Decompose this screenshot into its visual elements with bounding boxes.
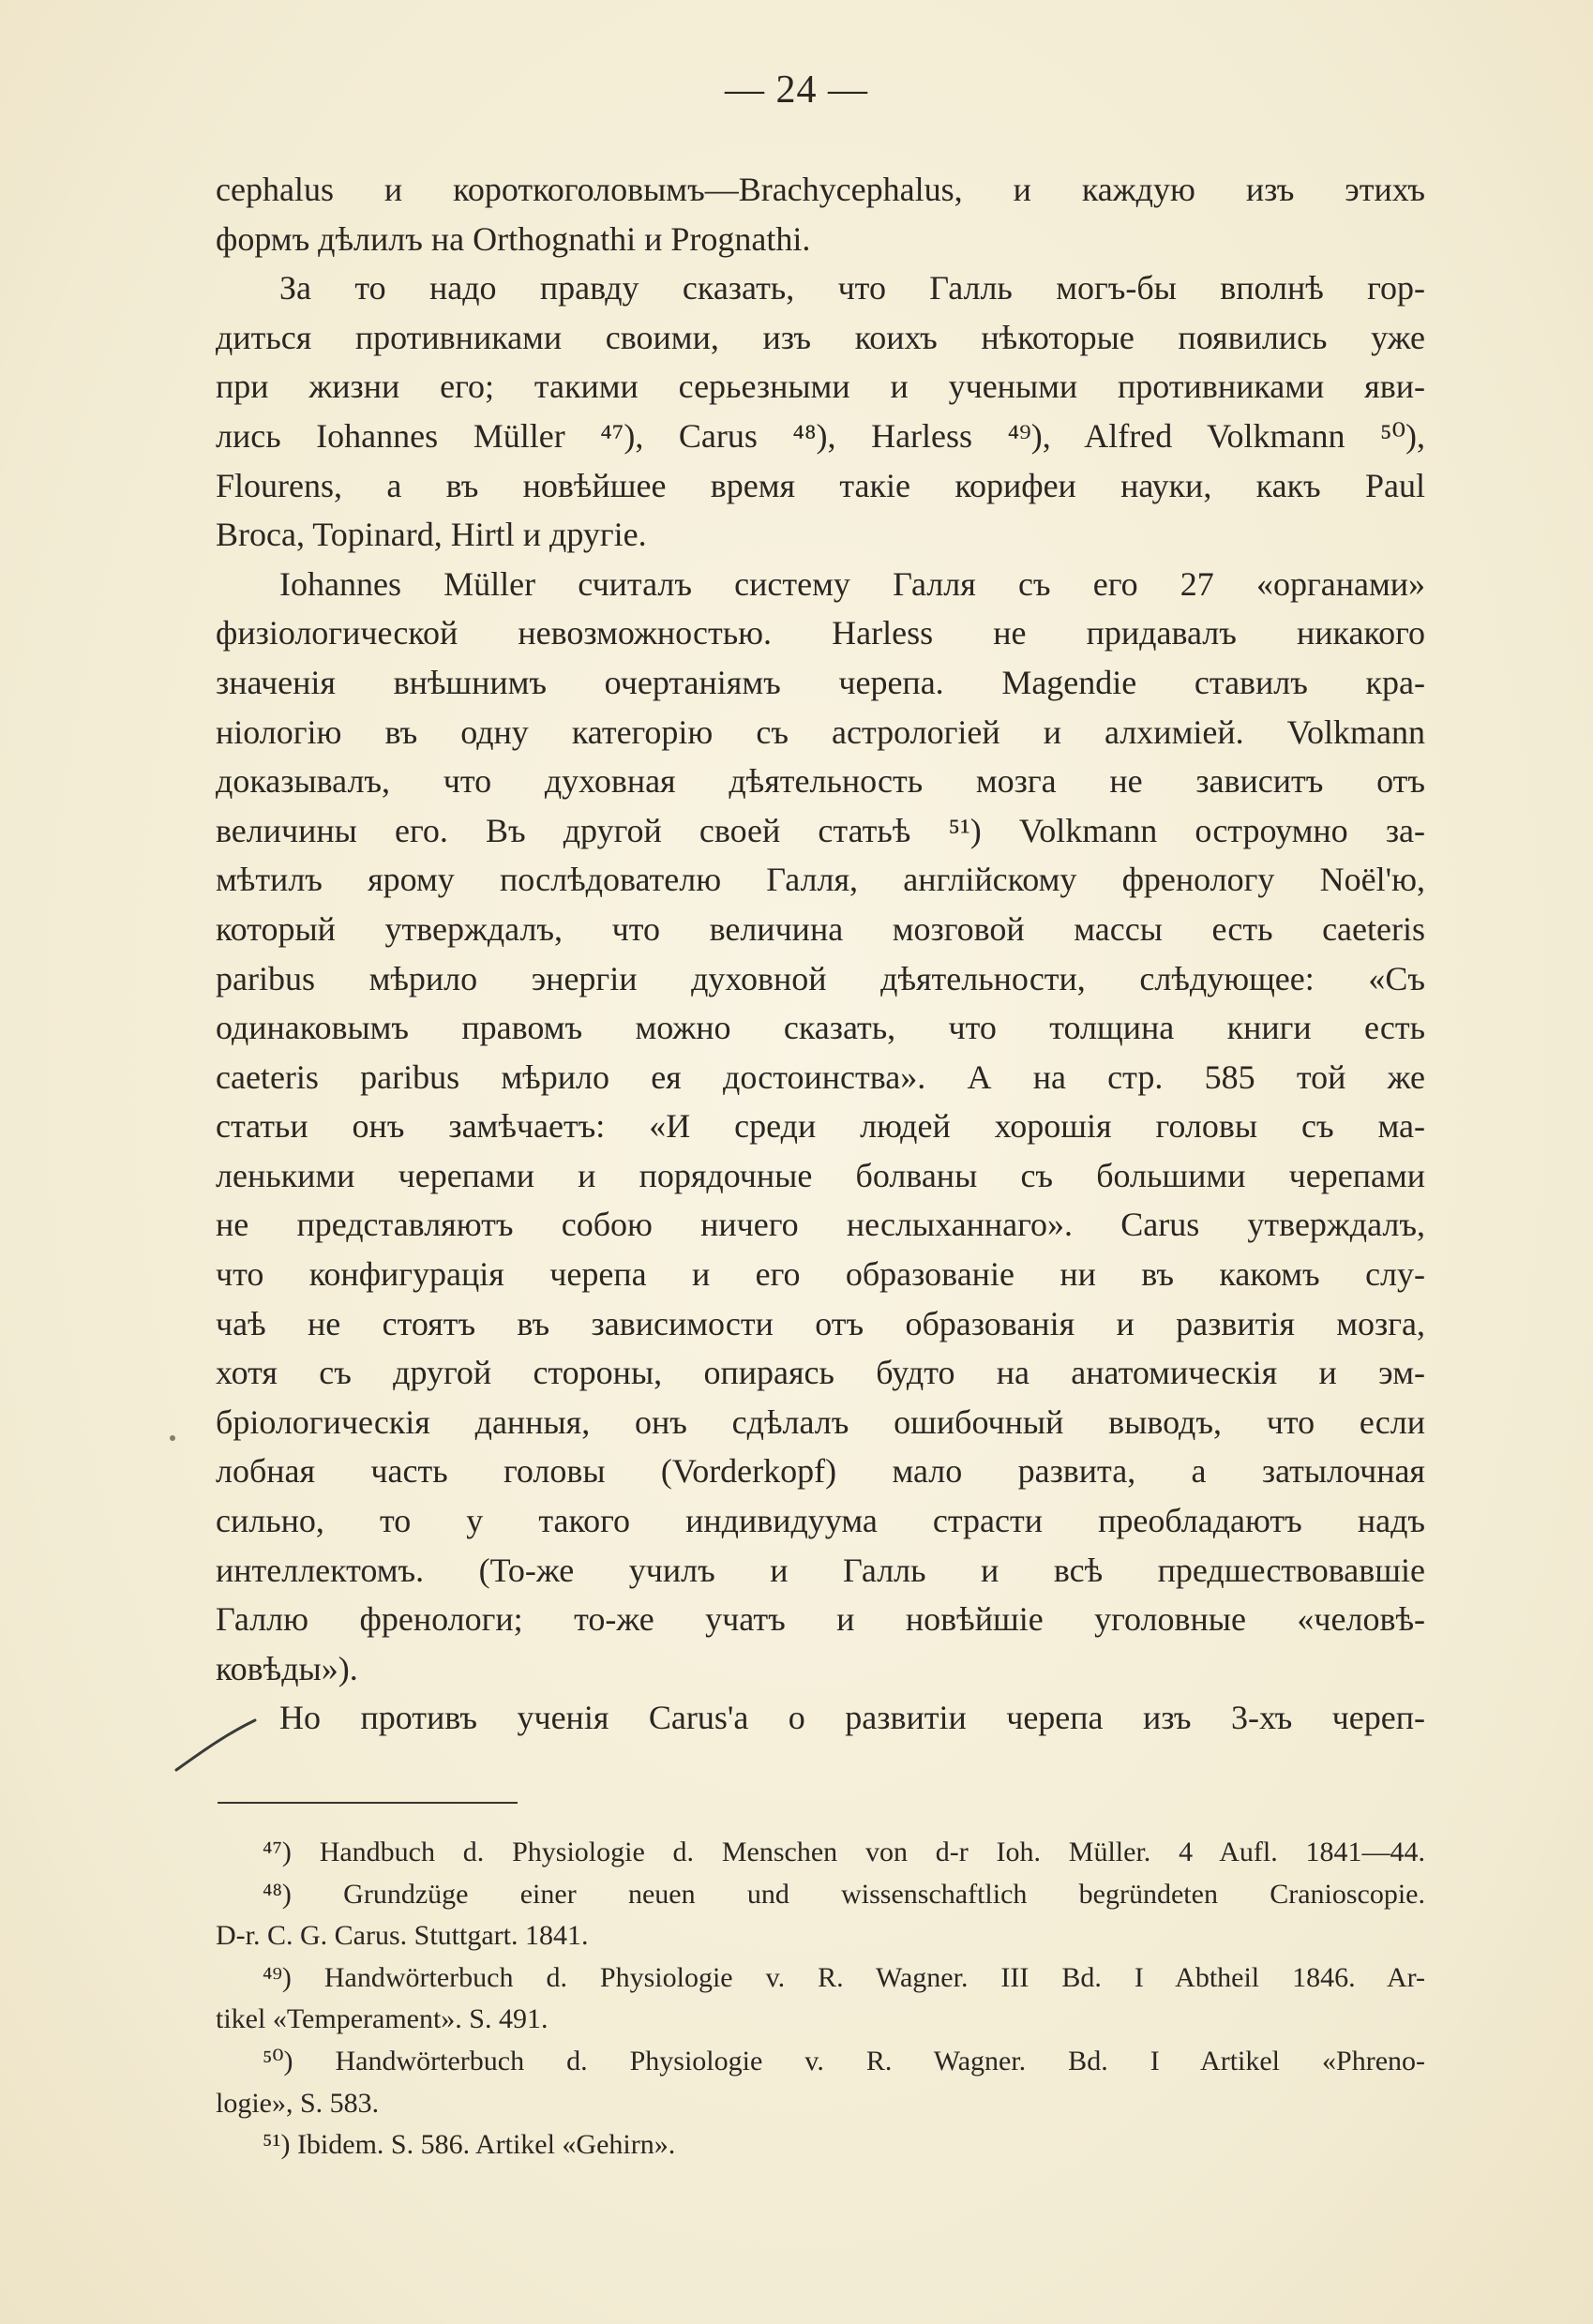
- text-line: Iohannes Müller считалъ систему Галля съ его 27 «органами»: [279, 564, 1425, 603]
- footnote-line: ⁵¹) Ibidem. S. 586. Artikel «Gehirn».: [263, 2129, 676, 2161]
- pencil-slash-mark: [174, 1717, 259, 1774]
- text-line: диться противниками своими, изъ коихъ нѣкоторые появились уже: [216, 318, 1425, 356]
- footnote-line: ⁴⁸) Grundzüge einer neuen und wissenschaftlich begründeten Cranioscopie.: [263, 1878, 1425, 1910]
- text-line: доказывалъ, что духовная дѣятельность мозга не зависитъ отъ: [216, 762, 1425, 801]
- text-line: лись Iohannes Müller ⁴⁷), Carus ⁴⁸), Harless ⁴⁹), Alfred Volkmann ⁵⁰),: [216, 416, 1425, 455]
- text-line: ковѣды»).: [216, 1649, 358, 1687]
- text-line: лобная часть головы (Vorderkopf) мало развита, а затылочная: [216, 1452, 1425, 1491]
- text-line: значенія внѣшнимъ очертаніямъ черепа. Magendie ставилъ кра-: [216, 663, 1425, 701]
- text-line: paribus мѣрило энергіи духовной дѣятельности, слѣдующее: «Съ: [216, 959, 1425, 997]
- text-line: ніологію въ одну категорію съ астрологіей и алхиміей. Volkmann: [216, 712, 1425, 751]
- text-line: мѣтилъ ярому послѣдователю Галля, англійскому френологу Noël'ю,: [216, 861, 1425, 899]
- footnote-line: tikel «Temperament». S. 491.: [216, 2003, 549, 2035]
- text-line: бріологическія данныя, онъ сдѣлалъ ошибочный выводъ, что если: [216, 1402, 1425, 1441]
- text-line: ленькими черепами и порядочные болваны съ большими черепами: [216, 1156, 1425, 1194]
- text-line: cephalus и короткоголовымъ—Brachycephalus, и каждую изъ этихъ: [216, 171, 1425, 208]
- footnote-line: D-r. C. G. Carus. Stuttgart. 1841.: [216, 1920, 589, 1952]
- text-line: не представляютъ собою ничего неслыханнаго». Carus утверждалъ,: [216, 1206, 1425, 1244]
- text-line: физіологической невозможностью. Harless не придавалъ никакого: [216, 614, 1425, 652]
- page-number: — 24 —: [725, 68, 868, 112]
- text-line: что конфигурація черепа и его образованіе ни въ какомъ слу-: [216, 1255, 1425, 1294]
- ink-speck: [170, 1435, 175, 1441]
- text-line: при жизни его; такими серьезными и учеными противниками яви-: [216, 367, 1425, 406]
- text-line: статьи онъ замѣчаетъ: «И среди людей хорошія головы съ ма-: [216, 1107, 1425, 1146]
- text-line: За то надо правду сказать, что Галль могъ-бы вполнѣ гор-: [279, 269, 1425, 307]
- footnote-line: ⁵⁰) Handwörterbuch d. Physiologie v. R. Wagner. Bd. I Artikel «Phreno-: [263, 2045, 1425, 2077]
- footnotes: [216, 1832, 1425, 2167]
- footnote-line: ⁴⁹) Handwörterbuch d. Physiologie v. R. Wagner. III Bd. I Abtheil 1846. Ar-: [263, 1961, 1425, 1993]
- text-line: Broca, Topinard, Hirtl и другіе.: [216, 516, 647, 554]
- text-line: Flourens, а въ новѣйшее время такіе корифеи науки, какъ Paul: [216, 466, 1425, 504]
- text-line: caeteris paribus мѣрило ея достоинства». А на стр. 585 той же: [216, 1057, 1425, 1096]
- footnote-line: ⁴⁷) Handbuch d. Physiologie d. Menschen von d-r Ioh. Müller. 4 Aufl. 1841—44.: [263, 1837, 1425, 1867]
- text-line: величины его. Въ другой своей статьѣ ⁵¹) Volkmann остроумно за-: [216, 811, 1425, 849]
- text-line: одинаковымъ правомъ можно сказать, что толщина книги есть: [216, 1009, 1425, 1047]
- text-line: Галлю френологи; то-же учатъ и новѣйшіе уголовные «человѣ-: [216, 1600, 1425, 1639]
- text-line: хотя съ другой стороны, опираясь будто на анатомическія и эм-: [216, 1354, 1425, 1392]
- main-text: [216, 165, 1425, 1743]
- text-line: интеллектомъ. (То-же училъ и Галль и всѣ предшествовавшіе: [216, 1551, 1425, 1589]
- text-line: формъ дѣлилъ на Orthognathi и Prognathi.: [216, 219, 811, 258]
- text-line: сильно, то у такого индивидуума страсти преобладаютъ надъ: [216, 1502, 1425, 1540]
- footnote-line: logie», S. 583.: [216, 2087, 380, 2119]
- text-line: Но противъ ученія Carus'a о развитіи черепа изъ 3-хъ череп-: [279, 1699, 1425, 1737]
- text-line: который утверждалъ, что величина мозговой массы есть caeteris: [216, 909, 1425, 948]
- text-line: чаѣ не стоятъ въ зависимости отъ образованія и развитія мозга,: [216, 1304, 1425, 1342]
- footnote-separator: [218, 1802, 518, 1804]
